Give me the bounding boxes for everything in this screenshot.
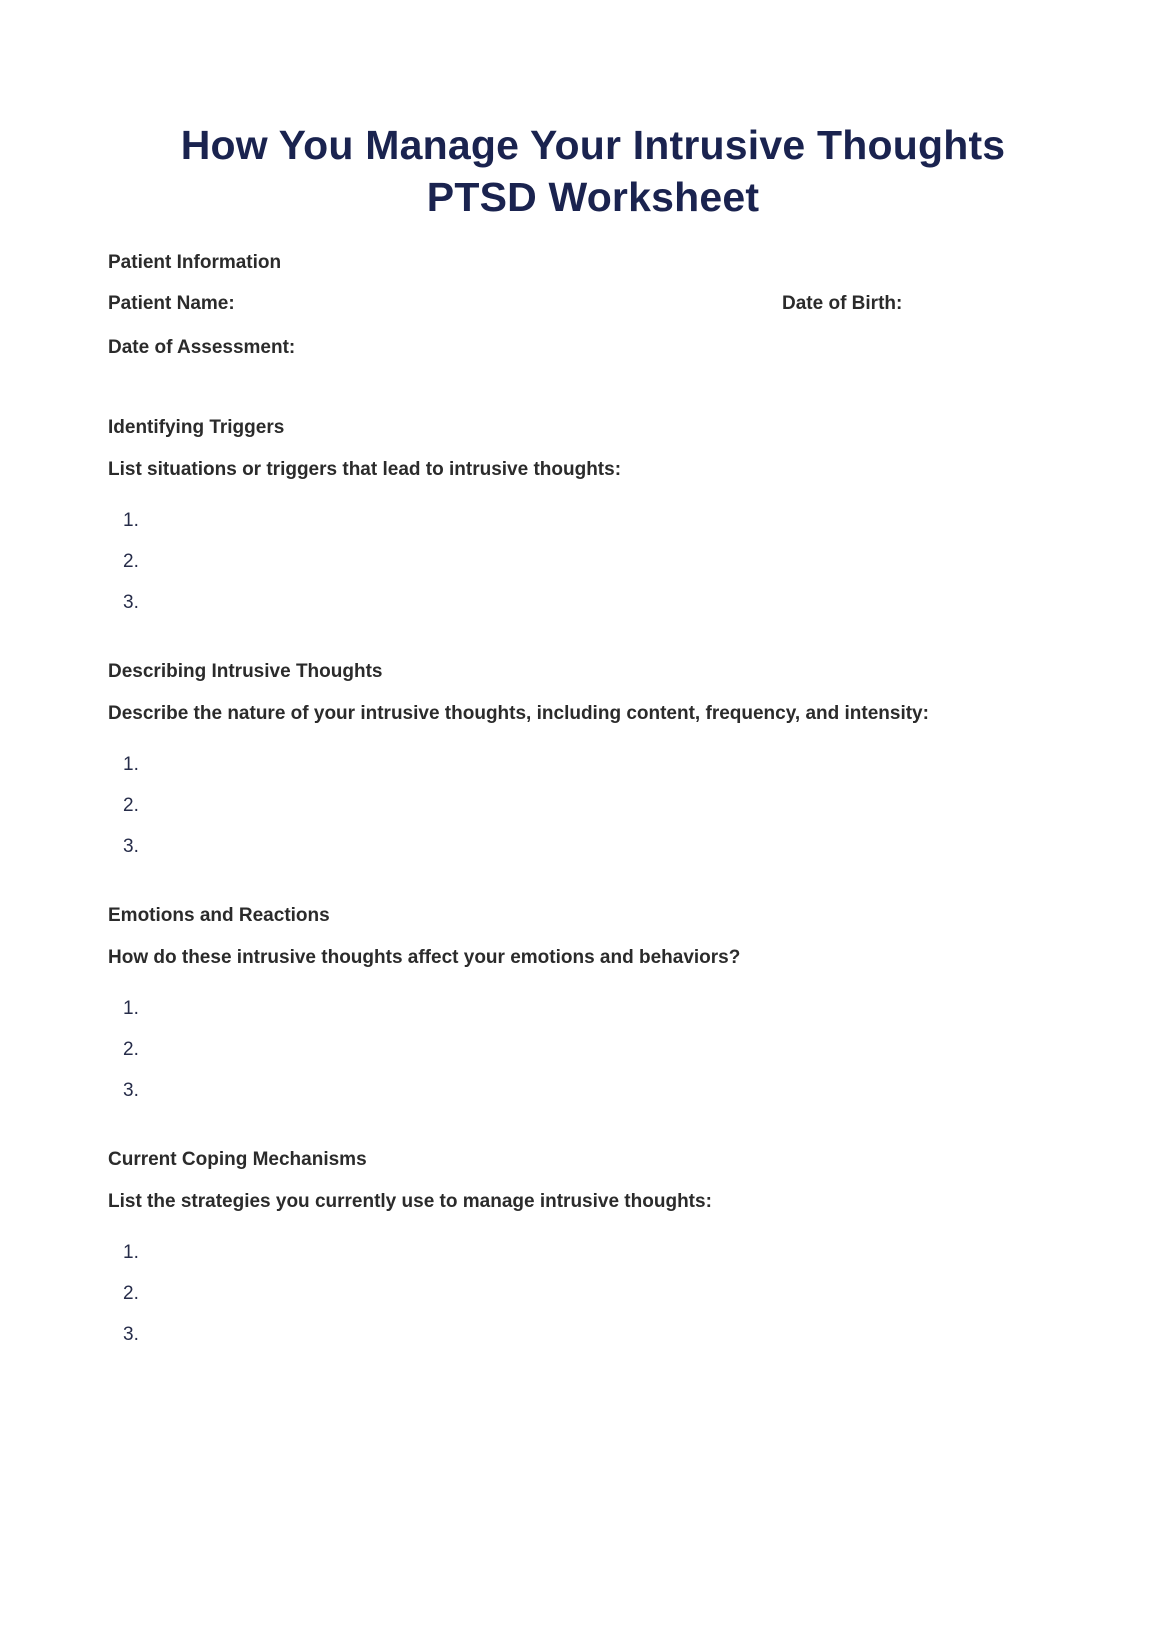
patient-name-row — [108, 292, 1078, 315]
section-heading-emotions-and-reactions: Emotions and Reactions — [108, 904, 330, 926]
list-item-number: 3. — [123, 1323, 139, 1345]
list-item-number: 2. — [123, 1282, 139, 1304]
page-title — [108, 27, 1078, 223]
patient-information-heading: Patient Information — [108, 251, 282, 273]
section-prompt-emotions-and-reactions: How do these intrusive thoughts affect your emotions and behaviors? — [108, 946, 741, 968]
page-title-line-1: How You Manage Your Intrusive Thoughts — [180, 122, 1006, 169]
section-heading-current-coping-mechanisms: Current Coping Mechanisms — [108, 1148, 367, 1170]
section-prompt-identifying-triggers: List situations or triggers that lead to intrusive thoughts: — [108, 458, 622, 480]
list-item-number: 3. — [123, 835, 139, 857]
date-of-birth-label: Date of Birth: — [782, 292, 903, 314]
describing-intrusive-thoughts-list — [123, 753, 1078, 858]
section-heading-identifying-triggers: Identifying Triggers — [108, 416, 285, 438]
section-heading-describing-intrusive-thoughts: Describing Intrusive Thoughts — [108, 660, 383, 682]
current-coping-mechanisms-list — [123, 1241, 1078, 1346]
list-item-number: 2. — [123, 550, 139, 572]
list-item-number: 3. — [123, 1079, 139, 1101]
emotions-and-reactions-list — [123, 997, 1078, 1102]
identifying-triggers-list — [123, 509, 1078, 614]
list-item-number: 1. — [123, 509, 139, 531]
patient-name-label: Patient Name: — [108, 292, 235, 314]
section-prompt-describing-intrusive-thoughts: Describe the nature of your intrusive thoughts, including content, frequency, and intensity: — [108, 702, 929, 724]
list-item-number: 1. — [123, 753, 139, 775]
list-item-number: 3. — [123, 591, 139, 613]
page-title-line-2: PTSD Worksheet — [426, 174, 760, 221]
date-of-assessment-label: Date of Assessment: — [108, 336, 296, 358]
date-of-assessment-row — [108, 336, 1078, 359]
list-item-number: 2. — [123, 794, 139, 816]
list-item-number: 2. — [123, 1038, 139, 1060]
list-item-number: 1. — [123, 997, 139, 1019]
section-prompt-current-coping-mechanisms: List the strategies you currently use to manage intrusive thoughts: — [108, 1190, 712, 1212]
list-item-number: 1. — [123, 1241, 139, 1263]
